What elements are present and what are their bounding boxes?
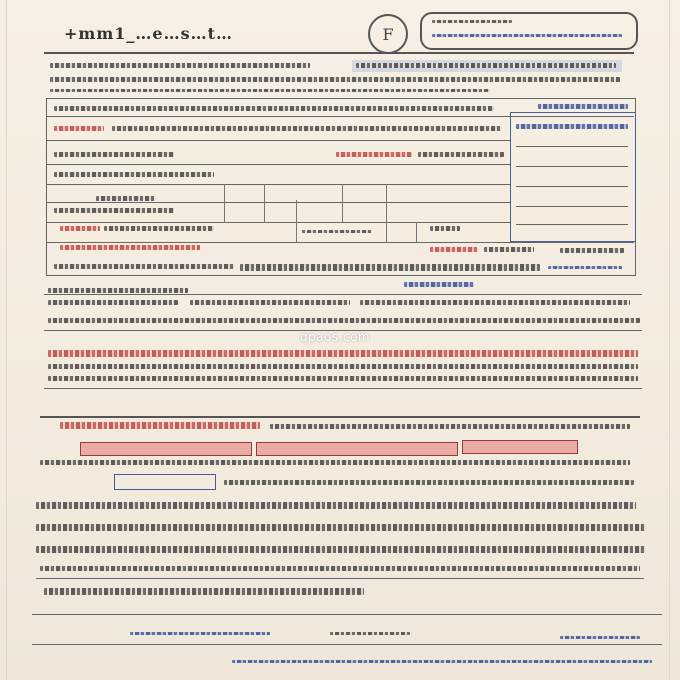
form-row-divider	[46, 242, 634, 243]
field-line	[54, 152, 174, 157]
document-title: +mm1_…e…s…t…	[64, 24, 233, 43]
side-panel	[510, 112, 636, 242]
field-line	[302, 230, 372, 233]
grid-col	[386, 184, 387, 242]
intro-line-2	[50, 77, 620, 82]
form-header-line	[54, 106, 494, 111]
field-label-red	[60, 226, 100, 231]
intro-line-right	[356, 63, 616, 68]
handwritten-line	[44, 588, 364, 595]
section-line	[48, 288, 188, 293]
field-line	[96, 196, 156, 201]
field-line-red	[430, 247, 478, 252]
form-row-divider	[46, 140, 510, 141]
side-panel-line	[516, 224, 628, 225]
section-line	[190, 300, 350, 305]
field-line	[104, 226, 214, 231]
section-line	[48, 318, 640, 323]
field-line	[560, 248, 624, 253]
handwritten-line	[36, 524, 646, 531]
header-rule	[44, 52, 634, 54]
side-panel-line	[516, 186, 628, 187]
form-header-blue	[538, 104, 628, 109]
field-line-red	[60, 245, 200, 250]
stamp-icon	[368, 14, 408, 54]
handwritten-line	[36, 502, 636, 509]
intro-line-3	[50, 89, 490, 92]
form-row-divider	[46, 164, 510, 165]
field-line-blue	[548, 266, 622, 269]
reference-text-blue	[432, 34, 622, 37]
lower-rule	[32, 644, 662, 645]
lower-line	[270, 424, 630, 429]
section-rule	[44, 388, 642, 389]
field-line	[54, 172, 214, 177]
field-line	[54, 208, 174, 213]
lower-line-blue	[232, 660, 652, 663]
field-value-line	[112, 126, 502, 131]
reference-text	[432, 20, 512, 23]
grid-col	[264, 184, 265, 222]
lower-rule	[40, 416, 640, 418]
side-panel-line	[516, 146, 628, 147]
side-panel-line	[516, 166, 628, 167]
field-line	[240, 264, 540, 271]
field-line	[430, 226, 460, 231]
field-line	[418, 152, 504, 157]
highlight-field	[80, 442, 252, 456]
small-box	[114, 474, 216, 490]
field-label-red	[54, 126, 104, 131]
grid-col	[296, 200, 297, 242]
form-row-divider	[46, 184, 510, 185]
highlight-field	[462, 440, 578, 454]
grid-col	[342, 184, 343, 222]
section-line	[360, 300, 630, 305]
section-line	[48, 376, 638, 381]
field-line	[484, 247, 534, 252]
grid-col	[416, 222, 417, 242]
section-line-red	[48, 350, 638, 357]
reference-box	[420, 12, 638, 50]
form-row-divider	[46, 202, 510, 203]
form-row-divider	[46, 222, 510, 223]
lower-line	[40, 460, 630, 465]
lower-line-blue	[560, 636, 640, 639]
lower-line-blue	[130, 632, 270, 635]
lower-rule	[36, 578, 644, 579]
lower-rule	[32, 614, 662, 615]
lower-line-red	[60, 422, 260, 429]
section-rule	[44, 294, 642, 295]
highlight-field	[256, 442, 458, 456]
handwritten-line	[36, 546, 646, 553]
watermark: qpaos.com	[300, 330, 371, 344]
field-line	[54, 264, 234, 269]
handwritten-line	[40, 566, 640, 571]
stamp-mark: F	[382, 24, 394, 44]
section-line	[48, 300, 178, 305]
intro-line	[50, 63, 310, 68]
field-line-red	[336, 152, 412, 157]
side-panel-header	[516, 124, 628, 129]
lower-line	[224, 480, 634, 485]
grid-col	[224, 184, 225, 222]
section-label-blue	[404, 282, 474, 287]
side-panel-line	[516, 206, 628, 207]
lower-line	[330, 632, 410, 635]
section-line	[48, 364, 638, 369]
